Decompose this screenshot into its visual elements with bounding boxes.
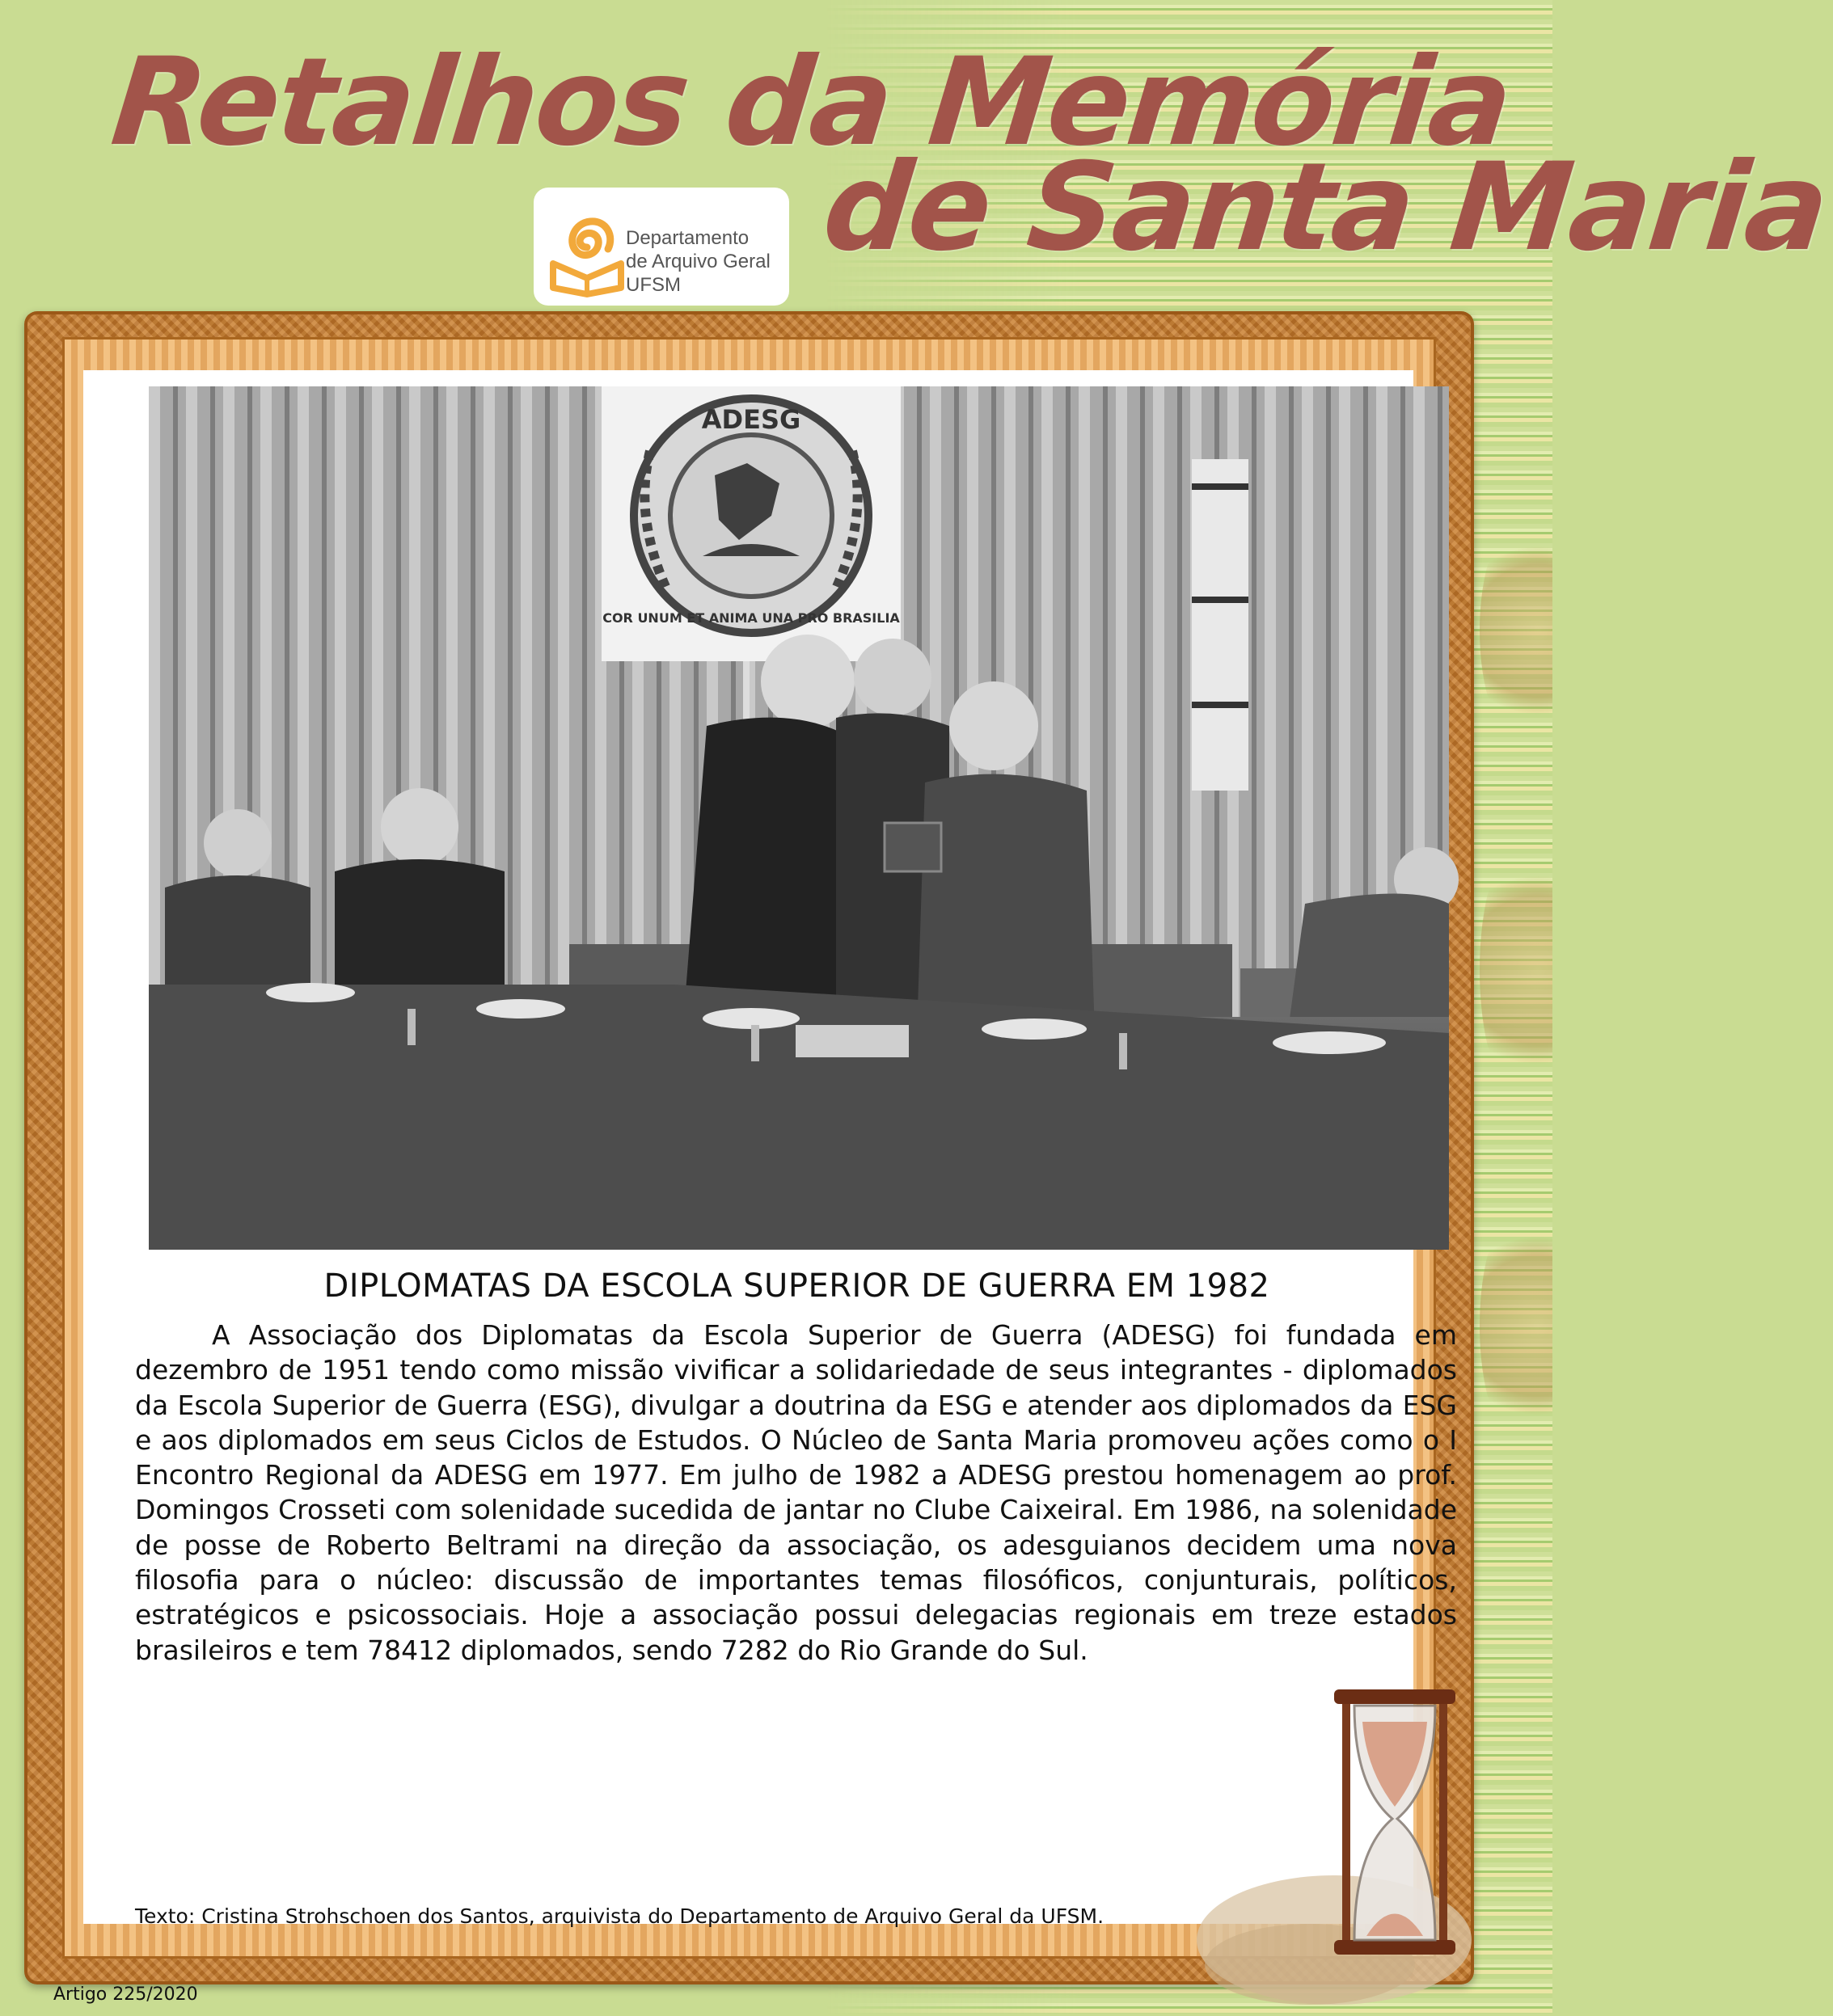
article-body: A Associação dos Diplomatas da Escola Superior de Guerra (ADESG) foi fundada em dezembro de 1951 tendo como missão vivificar a solidariedade de seus integrantes - diplomados da Escola Superior de Guerra (ESG), divulgar a doutrina da ESG e atender aos diplomados da ESG e aos diplomados em seus Ciclos de Estudos. O Núcleo de Santa Maria promoveu ações como o I Encontro Regional da ADESG em 1977. Em julho de 1982 a ADESG prestou homenagem ao prof. Domingos Crosseti com solenidade sucedida de jantar no Clube Caixeiral. Em 1986, na solenidade de posse de Roberto Beltrami na direção da associação, os adesguianos decidem uma nova filosofia para o núcleo: discussão de importantes temas filosóficos, conjunturais, políticos, estratégicos e psicossociais. Hoje a associação possui delegacias regionais em treze estados brasileiros e tem 78412 diplomados, sendo 7282 do Rio Grande do Sul.	[135, 1319, 1457, 1666]
article-headline: DIPLOMATAS DA ESCOLA SUPERIOR DE GUERRA EM 1982	[323, 1267, 1270, 1305]
page-title-line-1: Retalhos da Memória	[105, 32, 1517, 173]
emblem-motto: COR UNUM ET ANIMA UNA PRO BRASILIA	[602, 610, 900, 626]
spiral-book-icon	[548, 199, 627, 296]
logo-text-line-1: Departamento	[626, 227, 750, 249]
hourglass-icon	[1221, 1673, 1488, 2013]
logo-text-line-3: UFSM	[626, 274, 681, 296]
logo-text-line-2: de Arquivo Geral	[626, 251, 771, 272]
article-number: Artigo 225/2020	[53, 1984, 198, 2005]
historical-photo	[149, 386, 1449, 1250]
page-title-line-2: de Santa Maria	[817, 137, 1833, 278]
emblem-title: ADESG	[701, 404, 801, 435]
article-credit: Texto: Cristina Strohschoen dos Santos, arquivista do Departamento de Arquivo Geral da UFSM.	[135, 1904, 1104, 1928]
article-paper	[83, 370, 1457, 1928]
leaf-decoration	[1480, 849, 1552, 1091]
department-logo	[534, 188, 789, 306]
leaf-decoration	[1480, 525, 1552, 736]
leaf-decoration	[1480, 1213, 1552, 1439]
